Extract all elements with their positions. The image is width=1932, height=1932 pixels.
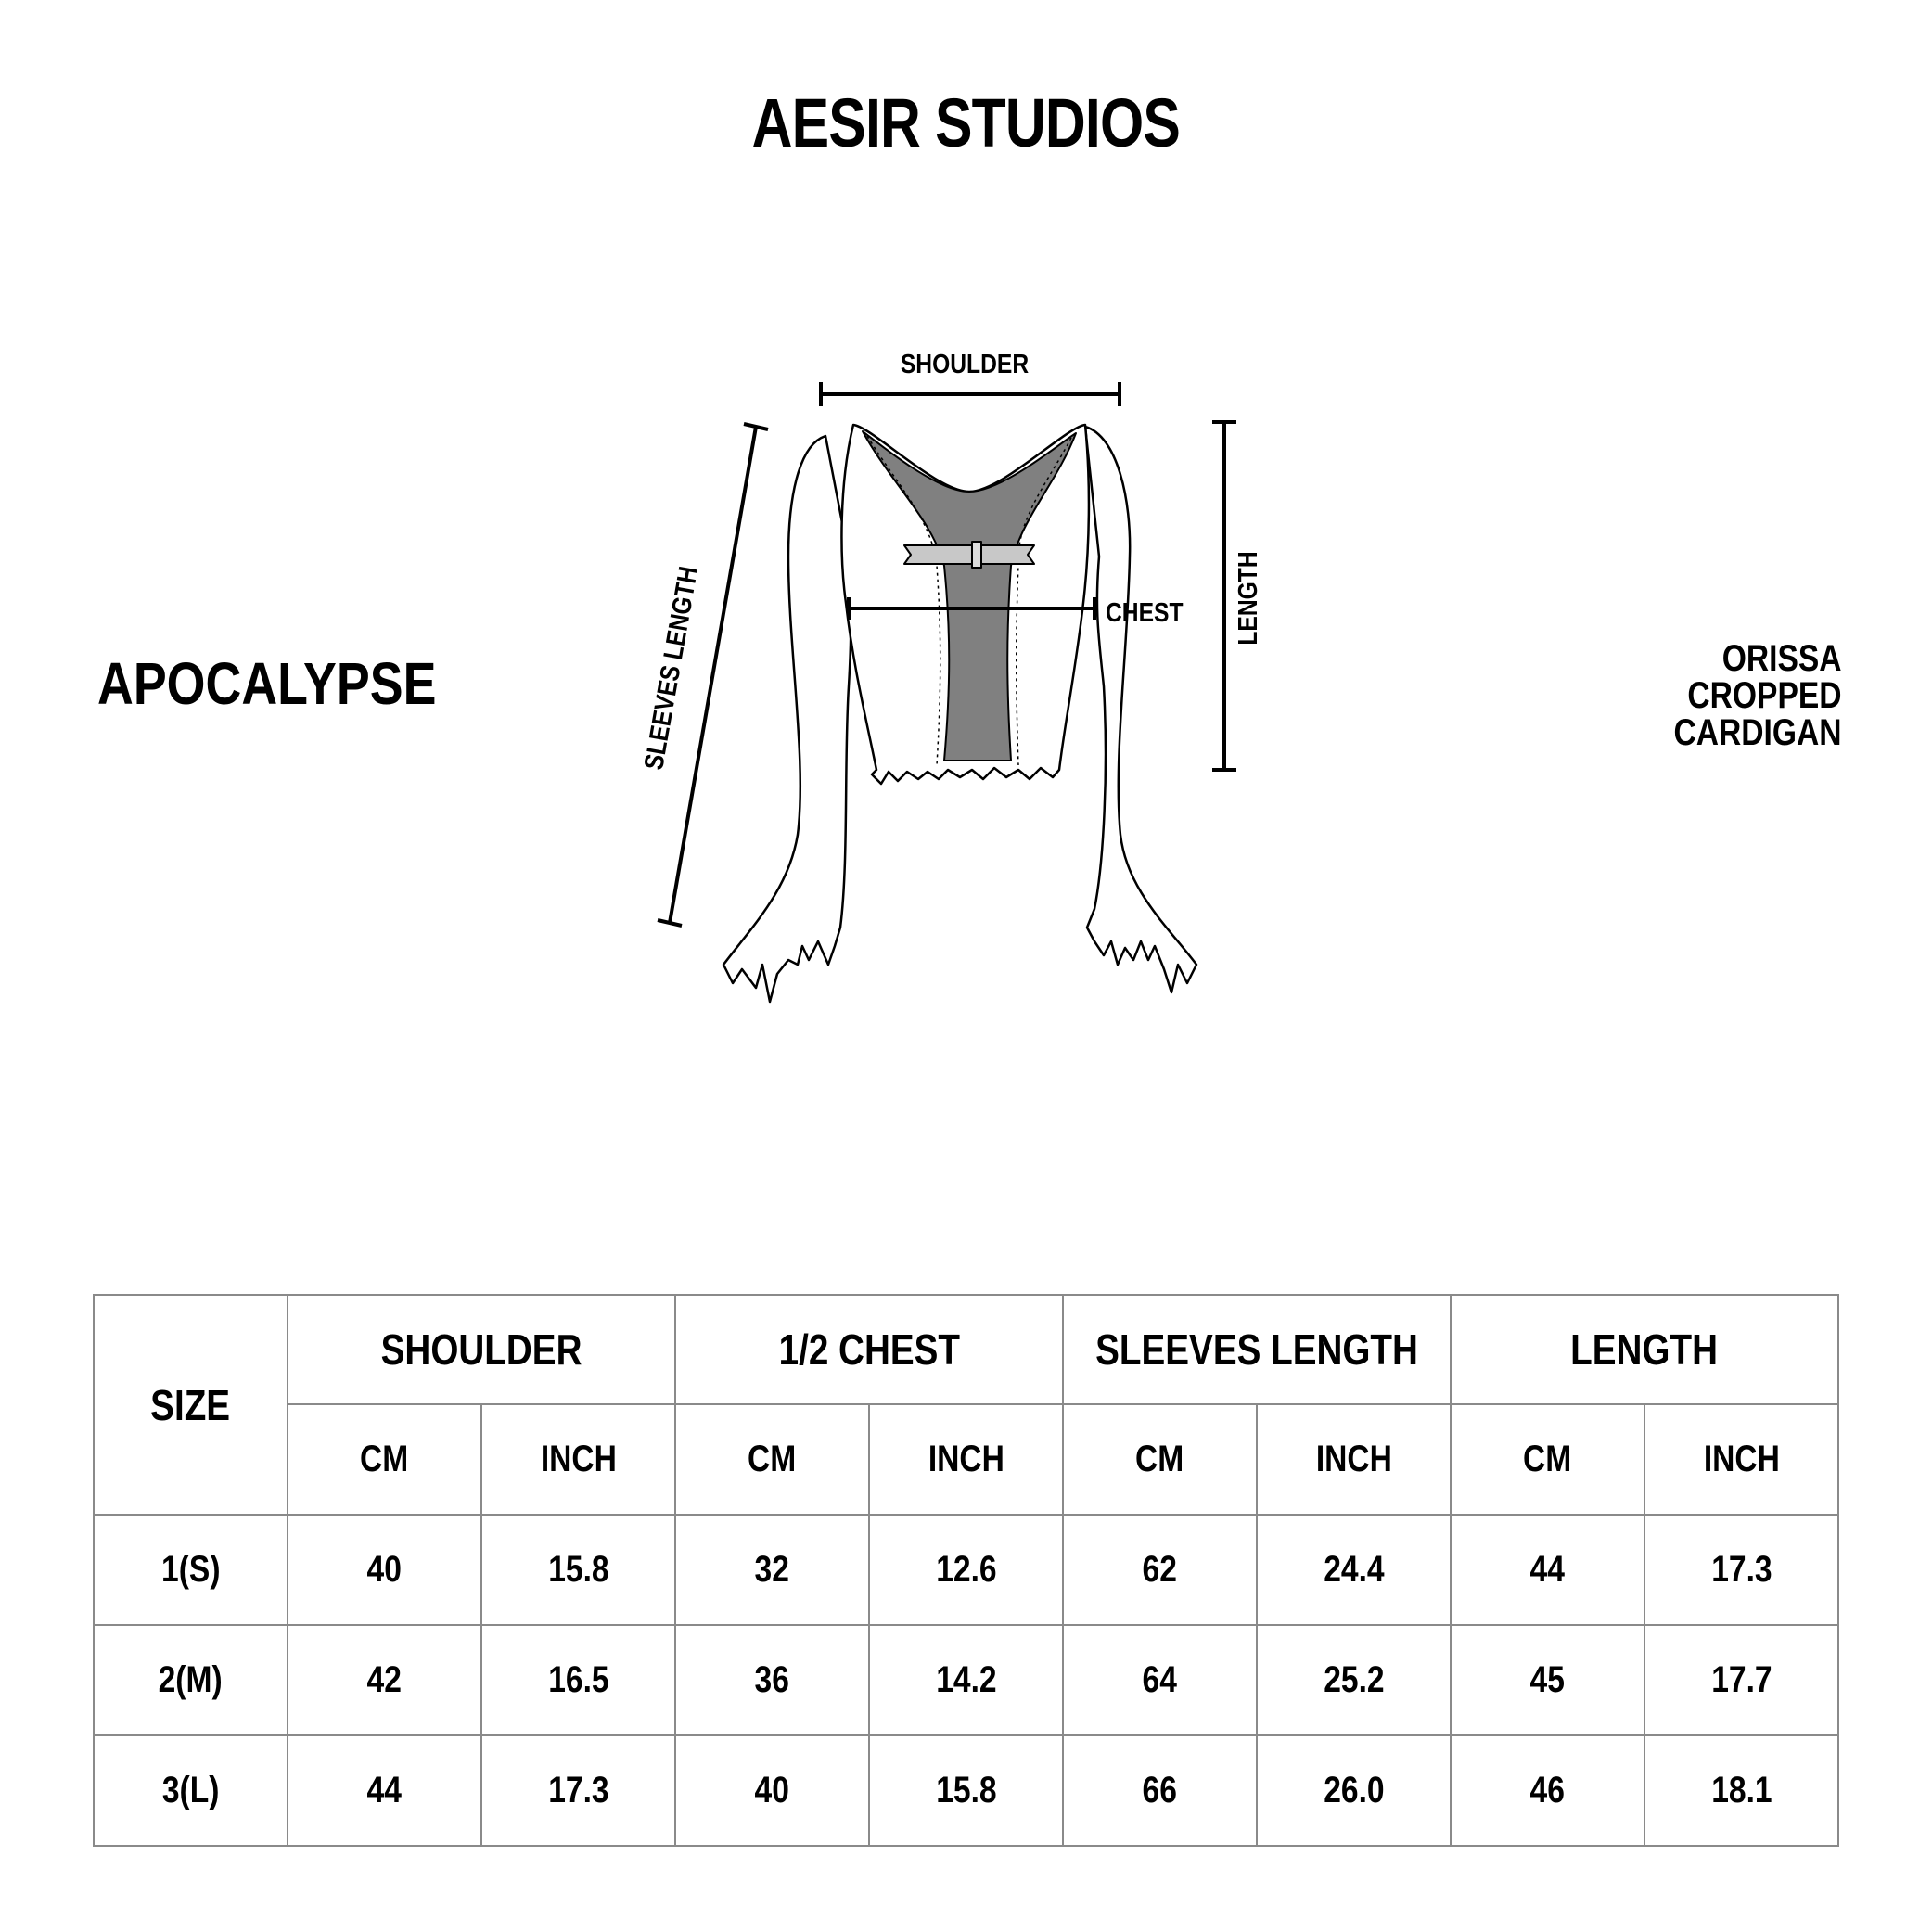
unit-header: CM [675, 1404, 869, 1515]
size-header: SIZE [94, 1295, 288, 1515]
value-cell: 44 [1451, 1515, 1644, 1625]
table-row [94, 1735, 1838, 1846]
left-sleeve [723, 436, 851, 1002]
length-label: LENGTH [1233, 551, 1263, 646]
table-row [94, 1515, 1838, 1625]
product-name-line: CROPPED [1687, 675, 1842, 716]
cardigan-illustration [723, 425, 1196, 1002]
value-cell: 14.2 [869, 1625, 1063, 1735]
product-name-line: ORISSA [1722, 638, 1842, 679]
value-cell: 17.7 [1644, 1625, 1838, 1735]
shoulder-measure [821, 382, 1120, 406]
value-cell: 15.8 [869, 1735, 1063, 1846]
value-cell: 64 [1063, 1625, 1257, 1735]
chest-label: CHEST [1106, 597, 1184, 628]
table-header-row [94, 1295, 1838, 1404]
table-row [94, 1625, 1838, 1735]
value-cell: 18.1 [1644, 1735, 1838, 1846]
unit-header: INCH [481, 1404, 675, 1515]
value-cell: 12.6 [869, 1515, 1063, 1625]
brand-title-text: AESIR STUDIOS [751, 84, 1181, 161]
group-header-chest: 1/2 CHEST [675, 1295, 1063, 1404]
value-cell: 25.2 [1257, 1625, 1451, 1735]
buckle-strap [904, 545, 1034, 564]
unit-header: CM [288, 1404, 481, 1515]
value-cell: 40 [675, 1735, 869, 1846]
unit-header: INCH [1644, 1404, 1838, 1515]
value-cell: 17.3 [481, 1735, 675, 1846]
value-cell: 15.8 [481, 1515, 675, 1625]
unit-header: INCH [1257, 1404, 1451, 1515]
value-cell: 44 [288, 1735, 481, 1846]
sleeves-length-label: SLEEVES LENGTH [638, 564, 704, 773]
size-cell: 2(M) [94, 1625, 288, 1735]
value-cell: 62 [1063, 1515, 1257, 1625]
size-chart-table [93, 1294, 1839, 1847]
size-cell: 1(S) [94, 1515, 288, 1625]
unit-header: CM [1451, 1404, 1644, 1515]
value-cell: 46 [1451, 1735, 1644, 1846]
unit-header: CM [1063, 1404, 1257, 1515]
value-cell: 17.3 [1644, 1515, 1838, 1625]
value-cell: 36 [675, 1625, 869, 1735]
product-name-line: CARDIGAN [1673, 712, 1842, 753]
group-header-length: LENGTH [1451, 1295, 1838, 1404]
right-sleeve [1085, 427, 1196, 992]
shoulder-label: SHOULDER [900, 349, 1030, 379]
value-cell: 26.0 [1257, 1735, 1451, 1846]
collection-name: APOCALYPSE [97, 650, 437, 717]
value-cell: 42 [288, 1625, 481, 1735]
group-header-sleeves: SLEEVES LENGTH [1063, 1295, 1451, 1404]
value-cell: 16.5 [481, 1625, 675, 1735]
value-cell: 45 [1451, 1625, 1644, 1735]
table-unit-row [94, 1404, 1838, 1515]
value-cell: 66 [1063, 1735, 1257, 1846]
group-header-shoulder: SHOULDER [288, 1295, 675, 1404]
buckle [972, 542, 981, 568]
unit-header: INCH [869, 1404, 1063, 1515]
value-cell: 32 [675, 1515, 869, 1625]
size-cell: 3(L) [94, 1735, 288, 1846]
value-cell: 40 [288, 1515, 481, 1625]
value-cell: 24.4 [1257, 1515, 1451, 1625]
